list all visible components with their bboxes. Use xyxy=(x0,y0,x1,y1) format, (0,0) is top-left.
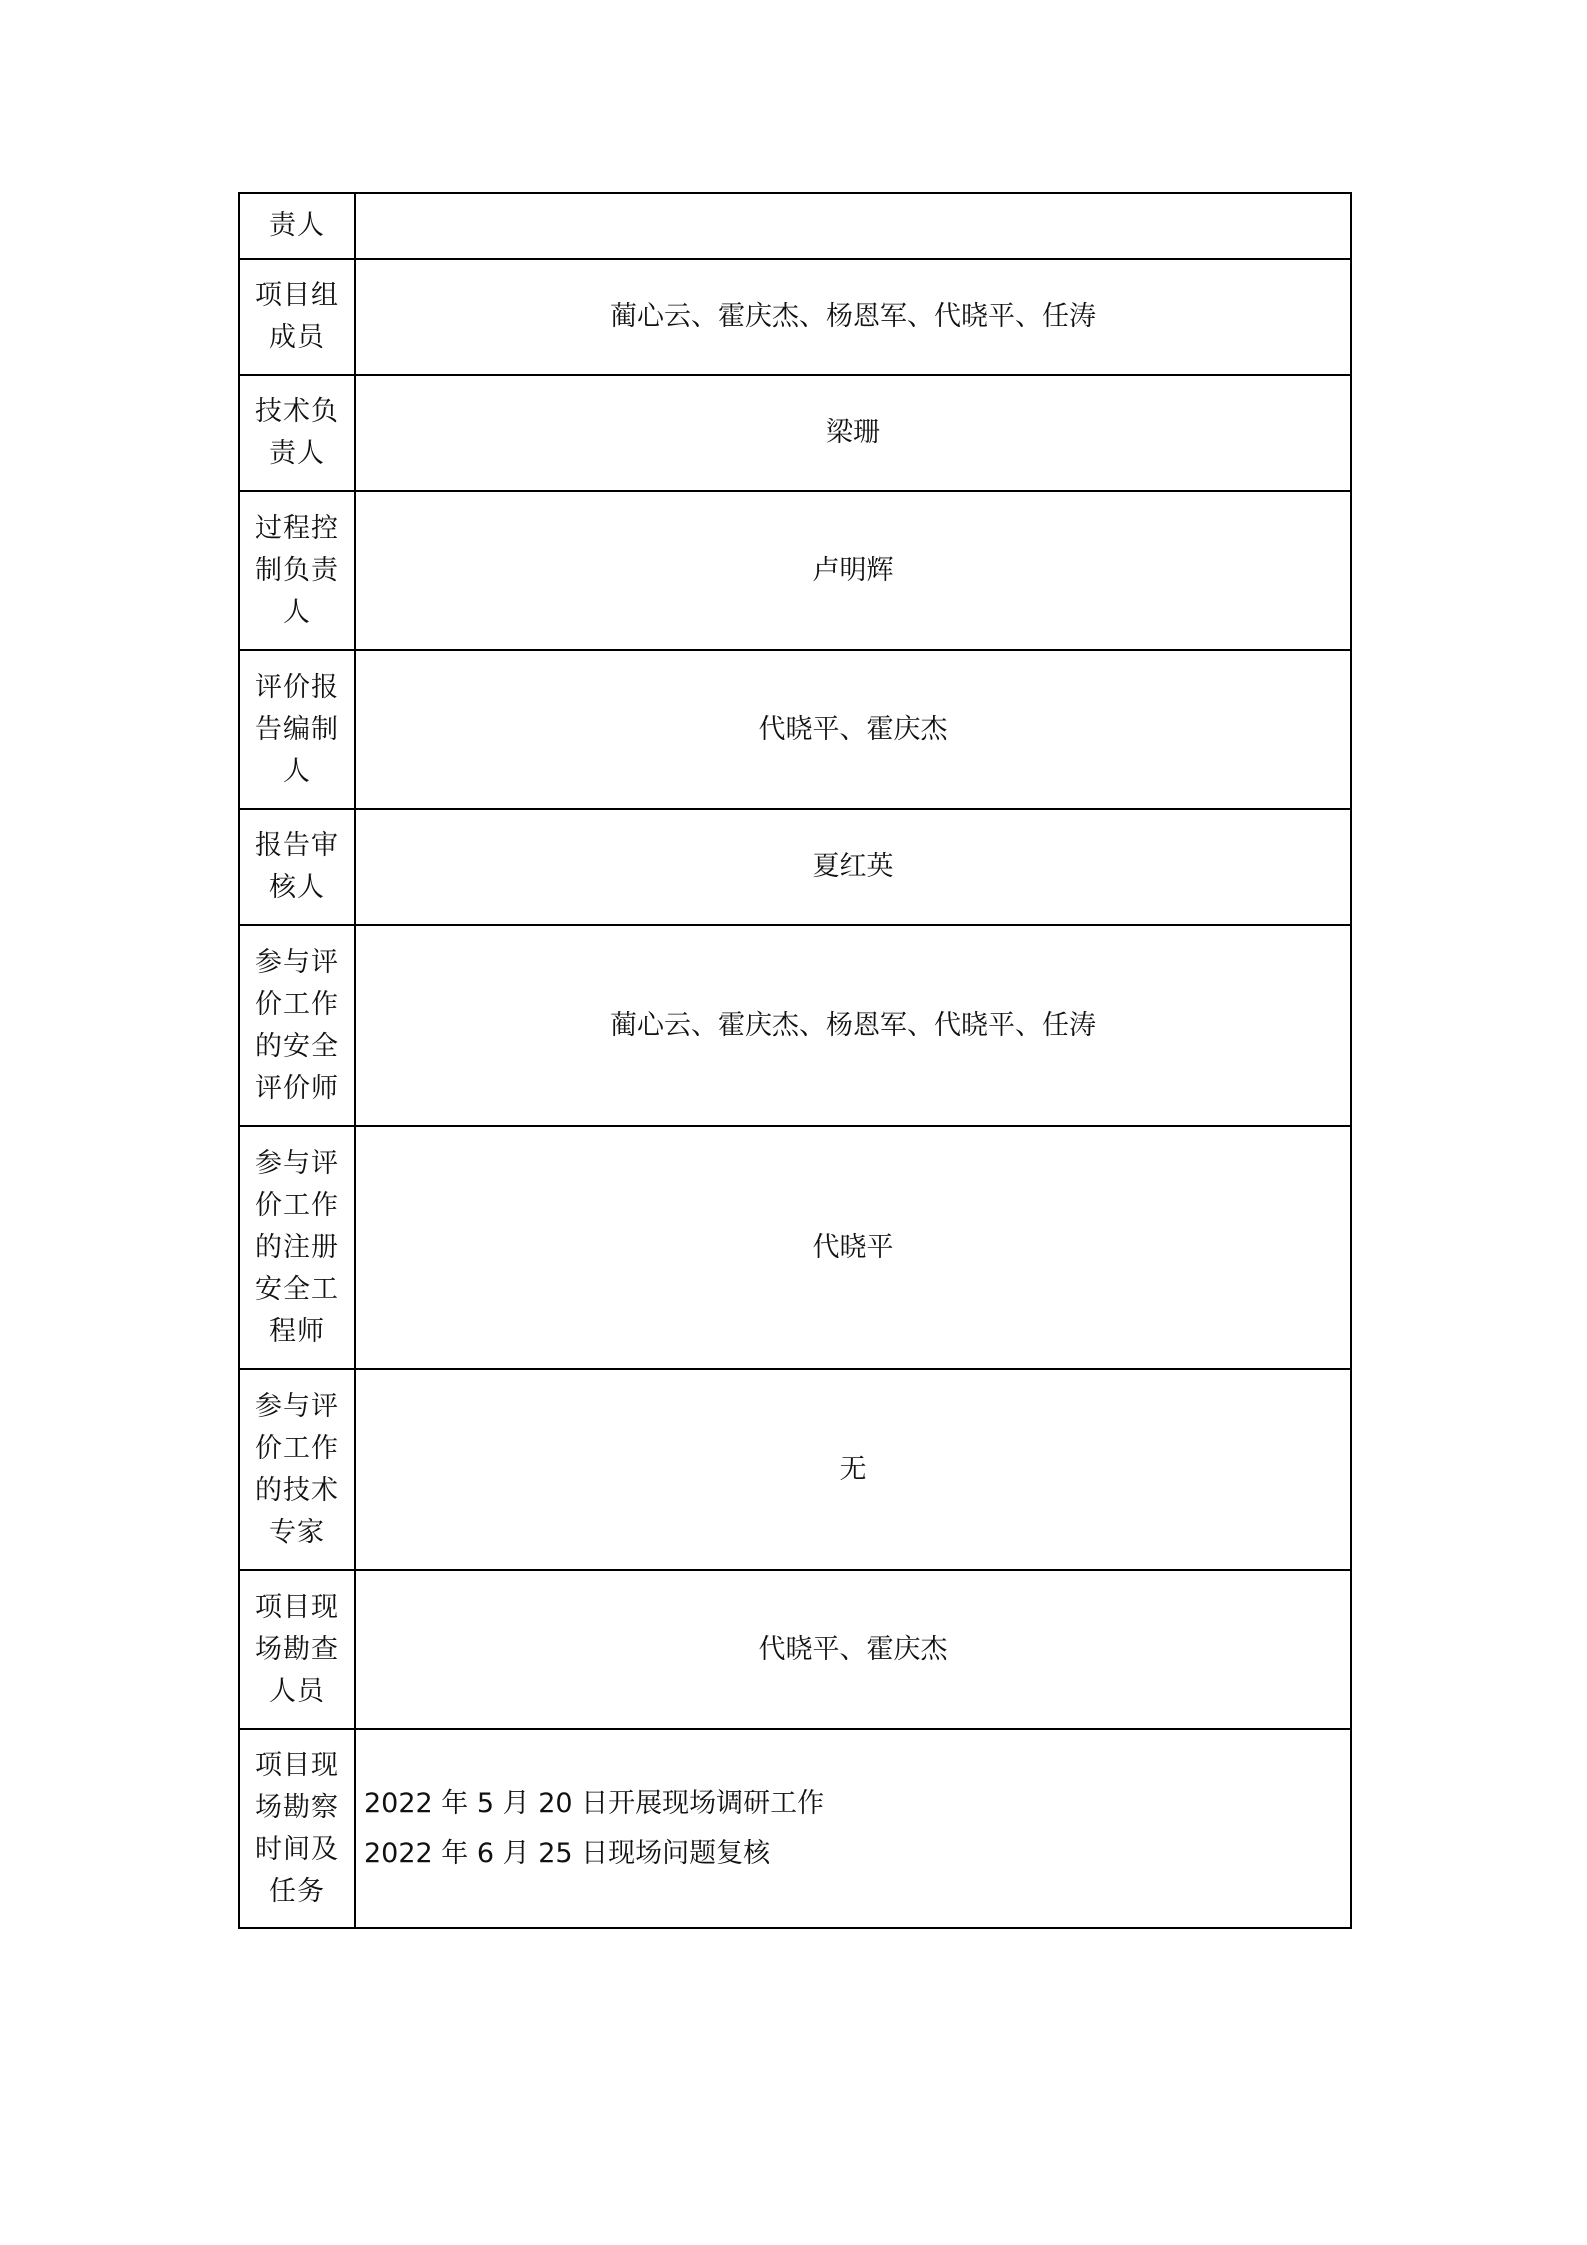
row-label: 责人 xyxy=(239,193,355,259)
survey-task-line: 2022 年 6 月 25 日现场问题复核 xyxy=(364,1837,771,1869)
row-label: 项目现场勘查人员 xyxy=(239,1570,355,1729)
table-row xyxy=(239,1729,1351,1928)
row-label: 报告审核人 xyxy=(239,809,355,925)
row-value: 卢明辉 xyxy=(355,491,1351,650)
row-value: 代晓平 xyxy=(355,1126,1351,1369)
table-row xyxy=(239,375,1351,491)
table-row xyxy=(239,925,1351,1126)
table-row xyxy=(239,650,1351,809)
row-value: 夏红英 xyxy=(355,809,1351,925)
table-row xyxy=(239,193,1351,259)
row-label: 技术负责人 xyxy=(239,375,355,491)
table-row xyxy=(239,1126,1351,1369)
row-value: 无 xyxy=(355,1369,1351,1570)
row-label: 参与评价工作的注册安全工程师 xyxy=(239,1126,355,1369)
row-label: 参与评价工作的安全评价师 xyxy=(239,925,355,1126)
row-value: 代晓平、霍庆杰 xyxy=(355,650,1351,809)
row-label: 项目组成员 xyxy=(239,259,355,375)
row-label: 评价报告编制人 xyxy=(239,650,355,809)
table-row xyxy=(239,1369,1351,1570)
table-row xyxy=(239,1570,1351,1729)
row-label: 参与评价工作的技术专家 xyxy=(239,1369,355,1570)
table-row xyxy=(239,809,1351,925)
row-value: 梁珊 xyxy=(355,375,1351,491)
row-label: 过程控制负责人 xyxy=(239,491,355,650)
table-row xyxy=(239,259,1351,375)
survey-task-line: 2022 年 5 月 20 日开展现场调研工作 xyxy=(364,1787,825,1819)
row-value: 蔺心云、霍庆杰、杨恩军、代晓平、任涛 xyxy=(355,259,1351,375)
row-value: 代晓平、霍庆杰 xyxy=(355,1570,1351,1729)
row-label: 项目现场勘察时间及任务 xyxy=(239,1729,355,1928)
row-value: 蔺心云、霍庆杰、杨恩军、代晓平、任涛 xyxy=(355,925,1351,1126)
table-row xyxy=(239,491,1351,650)
row-value-multiline xyxy=(355,1729,1351,1928)
row-value xyxy=(355,193,1351,259)
project-personnel-table xyxy=(238,192,1352,1929)
